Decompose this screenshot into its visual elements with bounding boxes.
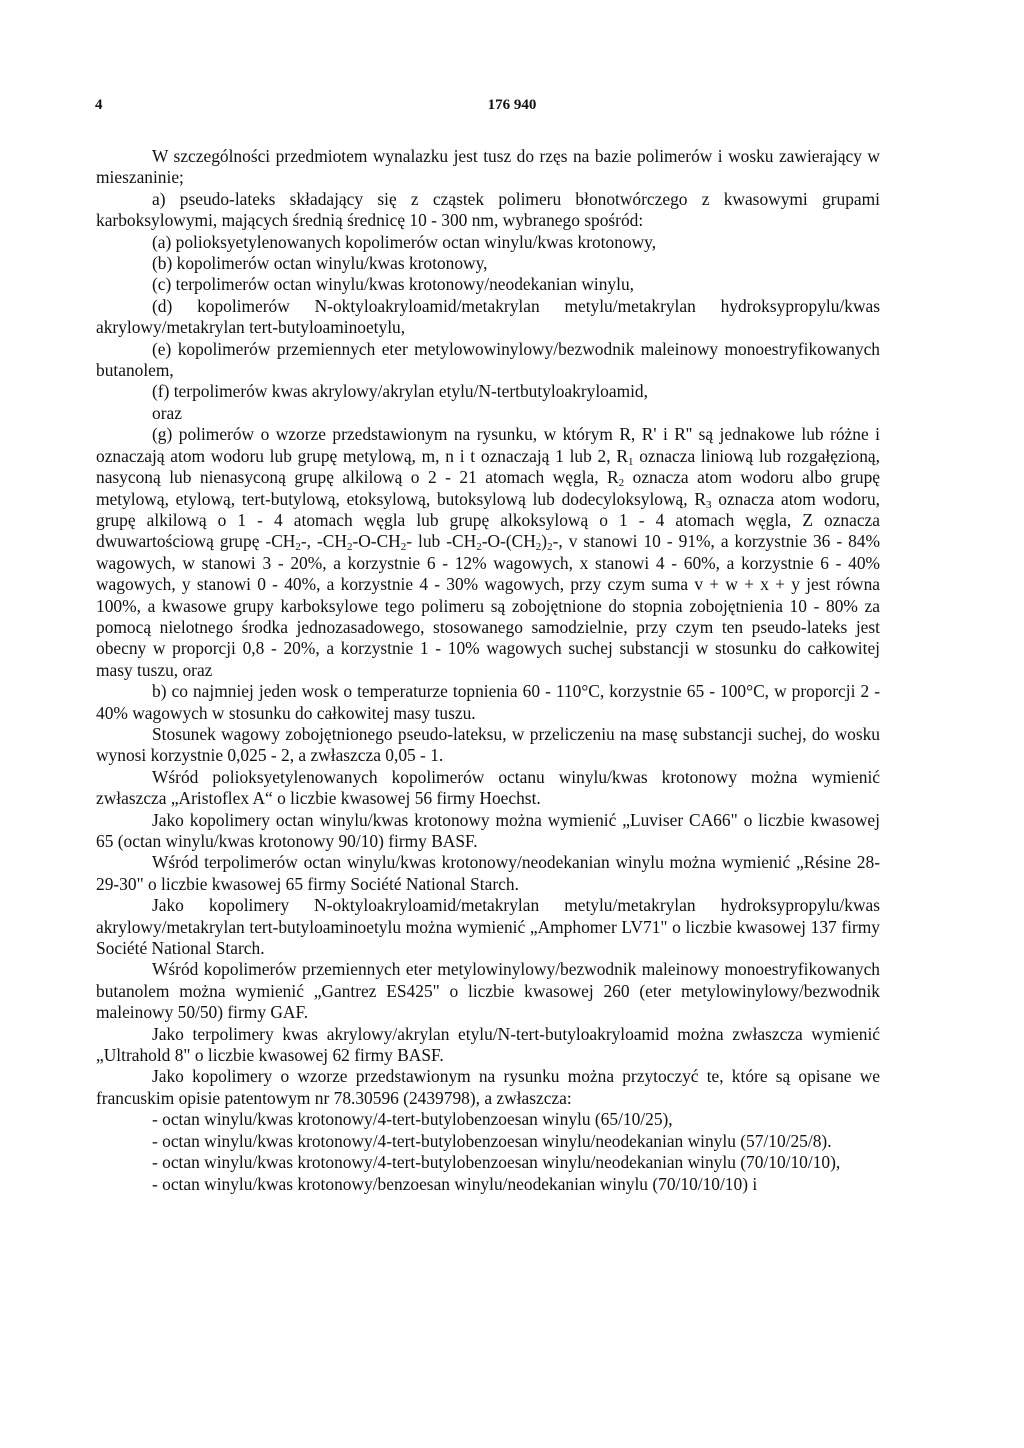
list-item-c: (c) terpolimerów octan winylu/kwas krotonowy/neodekanian winylu, — [152, 274, 634, 295]
g-subscript-7: 2 — [476, 541, 482, 554]
g-subscript-6: 2 — [400, 541, 407, 554]
g-text-2: oznacza liniową lub rozgałęzioną, nasyconą lub nienasyconą grupę alkilową o 2 - 21 atomach węgla, R — [96, 445, 880, 488]
component-a-paragraph: a) pseudo-lateks składający się z cząstek polimeru błonotwórczego z kwasowymi grupami karboksylowymi, mających średnią średnicę 10 - 300 nm, wybranego spośród: — [96, 188, 880, 231]
page-number: 4 — [95, 97, 103, 113]
intro-paragraph: W szczególności przedmiotem wynalazku jest tusz do rzęs na bazie polimerów i wosku zawierający w mieszaninie; — [96, 146, 880, 188]
list-item-g — [96, 424, 880, 681]
g-text-6: -O-CH — [352, 531, 401, 552]
g-text-9: ) — [541, 531, 548, 552]
document-body — [96, 146, 880, 1195]
g-subscript-4: 2 — [295, 541, 301, 554]
list-item-f: (f) terpolimerów kwas akrylowy/akrylan etylu/N-tertbutyloakryloamid, — [152, 381, 648, 402]
g-subscript-2: 2 — [618, 477, 625, 490]
resine-paragraph: Wśród terpolimerów octan winylu/kwas krotonowy/neodekanian winylu można wymienić „Résine 28-29-30" o liczbie kwasowej 65 firmy Société National Starch. — [96, 852, 880, 894]
g-subscript-8: 2 — [535, 541, 542, 554]
aristoflex-paragraph: Wśród polioksyetylenowanych kopolimerów octanu winylu/kwas krotonowy można wymienić zwłaszcza „Aristoflex A“ o liczbie kwasowej 56 firmy Hoechst. — [96, 766, 880, 809]
g-text-8: -O-(CH — [481, 531, 536, 552]
component-b-paragraph: b) co najmniej jeden wosk o temperaturze topnienia 60 - 110°C, korzystnie 65 - 100°C, w proporcji 2 - 40% wagowych w stosunku do całkowitej masy tuszu. — [96, 681, 880, 723]
g-subscript-5: 2 — [346, 541, 353, 554]
list-item-d: (d) kopolimerów N-oktyloakryloamid/metakrylan metylu/metakrylan hydroksypropylu/kwas akrylowy/metakrylan tert-butyloaminoetylu, — [96, 295, 880, 338]
g-text-1: (g) polimerów o wzorze przedstawionym na rysunku, w którym R, R' i R'' są jednakowe lub różne i oznaczają atom wodoru lub grupę metylową, m, n i t oznaczają 1 lub 2, R — [96, 424, 880, 466]
ultrahold-paragraph: Jako terpolimery kwas akrylowy/akrylan etylu/N-tert-butyloakryloamid można zwłaszcza wymienić „Ultrahold 8" o liczbie kwasowej 62 firmy BASF. — [96, 1023, 880, 1066]
dash-item-1: - octan winylu/kwas krotonowy/4-tert-butylobenzoesan winylu (65/10/25), — [152, 1109, 673, 1130]
amphomer-paragraph: Jako kopolimery N-oktyloakryloamid/metakrylan metylu/metakrylan hydroksypropylu/kwas akrylowy/metakrylan tert-butyloaminoetylu można wymienić „Amphomer LV71" o liczbie kwasowej 137 firmy Société National Starch. — [96, 895, 880, 959]
g-text-4: oznacza atom wodoru, grupę alkilową o 1 - 4 atomach węgla lub grupę alkoksylową o 1 - 4 atomach węgla, Z oznacza dwuwartościową grupę -CH — [96, 488, 880, 552]
g-text-3: oznacza atom wodoru albo grupę metylową, etylową, tert-butylową, etoksylową, butoksylową lub dodecyloksylową, R — [96, 467, 880, 509]
g-subscript-9: 2 — [547, 541, 553, 554]
g-text-7: - lub -CH — [406, 531, 477, 552]
dash-item-2: - octan winylu/kwas krotonowy/4-tert-butylobenzoesan winylu/neodekanian winylu (57/10/25/8). — [152, 1130, 832, 1151]
dash-item-3: - octan winylu/kwas krotonowy/4-tert-butylobenzoesan winylu/neodekanian winylu (70/10/10/10), — [152, 1152, 841, 1173]
list-item-a: (a) polioksyetylenowanych kopolimerów octan winylu/kwas krotonowy, — [152, 231, 657, 252]
gantrez-paragraph: Wśród kopolimerów przemiennych eter metylowinylowy/bezwodnik maleinowy monoestryfikowanych butanolem można wymienić „Gantrez ES425" o liczbie kwasowej 260 (eter metylowinylowy/bezwodnik maleinowy 50/50) firmy GAF. — [96, 959, 880, 1023]
g-subscript-3: 3 — [705, 498, 712, 511]
list-item-b: (b) kopolimerów octan winylu/kwas krotonowy, — [152, 253, 488, 274]
ratio-paragraph: Stosunek wagowy zobojętnionego pseudo-lateksu, w przeliczeniu na masę substancji suchej, do wosku wynosi korzystnie 0,025 - 2, a zwłaszcza 0,05 - 1. — [96, 723, 880, 766]
list-item-e: (e) kopolimerów przemiennych eter metylowowinylowy/bezwodnik maleinowy monoestryfikowanych butanolem, — [96, 338, 880, 381]
g-subscript-1: 1 — [627, 455, 634, 468]
g-text-10: -, v stanowi 10 - 91%, a korzystnie 36 - 84% wagowych, w stanowi 3 - 20%, a korzystnie 6 - 12% wagowych, x stanowi 4 - 60%, a korzystnie 6 - 40% wagowych, y stanowi 0 - 40%, a korzystnie 4 - 30% wagowych, przy czym suma v + w + x + y jest równa 100%, a kwasowe grupy karboksylowe tego polimeru są zobojętnione do stopnia zobojętnienia 10 - 80% za pomocą nielotnego środka jednozasadowego, stosowanego samodzielnie, przy czym ten pseudo-lateks jest obecny w proporcji 0,8 - 20%, a korzystnie 1 - 10% wagowych suchej substancji w stosunku do całkowitej masy tuszu, oraz — [96, 531, 880, 680]
patent-number: 176 940 — [487, 97, 537, 113]
g-text-5: -, -CH — [300, 531, 347, 552]
dash-item-4: - octan winylu/kwas krotonowy/benzoesan winylu/neodekanian winylu (70/10/10/10) i — [152, 1173, 758, 1194]
formula-copolymers-paragraph: Jako kopolimery o wzorze przedstawionym na rysunku można przytoczyć te, które są opisane we francuskim opisie patentowym nr 78.30596 (2439798), a zwłaszcza: — [96, 1066, 880, 1108]
oraz-line: oraz — [152, 402, 182, 423]
luviser-paragraph: Jako kopolimery octan winylu/kwas krotonowy można wymienić „Luviser CA66" o liczbie kwasowej 65 (octan winylu/kwas krotonowy 90/10) firmy BASF. — [96, 809, 880, 851]
